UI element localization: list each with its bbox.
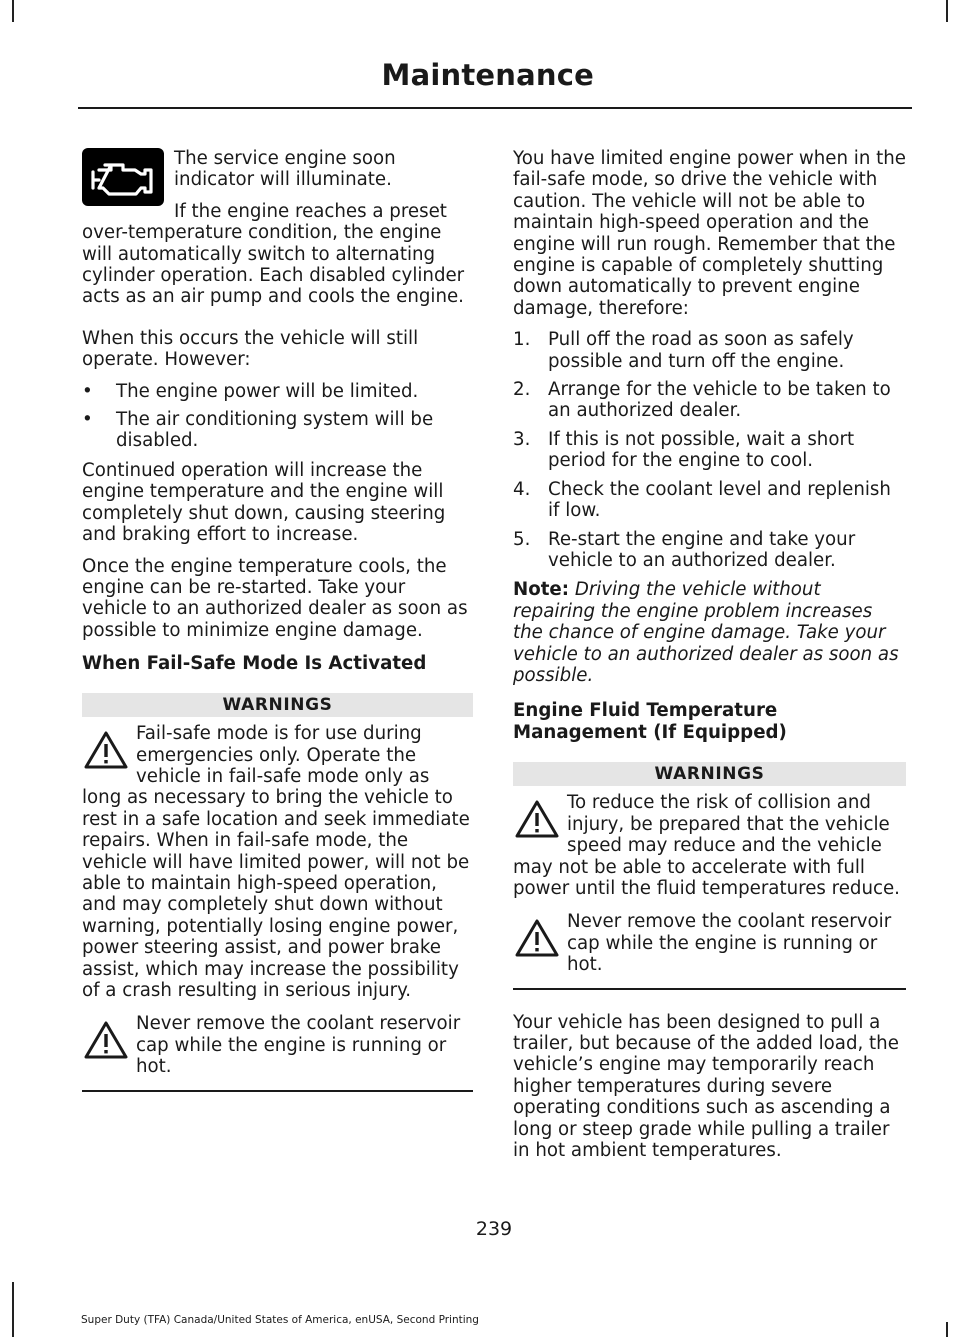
- warning-triangle-icon: [513, 798, 561, 840]
- page-title: Maintenance: [381, 58, 594, 92]
- warning-item: [513, 911, 906, 975]
- bullet-text: The engine power will be limited.: [116, 380, 419, 402]
- left-para-1: When this occurs the vehicle will still operate. However:: [82, 327, 419, 371]
- warning-triangle-icon: [513, 917, 561, 959]
- list-item: [513, 379, 906, 422]
- step-text: Re-start the engine and take your vehicle to an authorized dealer.: [548, 528, 856, 571]
- note: [513, 579, 906, 686]
- steps-list: [513, 329, 906, 571]
- check-engine-icon-glyph: [91, 158, 155, 196]
- list-item: [513, 329, 906, 372]
- warning-item: [82, 723, 473, 1001]
- step-text: Check the coolant level and replenish if low.: [548, 478, 891, 522]
- step-text: Arrange for the vehicle to be taken to an authorized dealer.: [548, 379, 891, 422]
- check-engine-icon: [82, 148, 164, 206]
- right-para-2: Your vehicle has been designed to pull a trailer, but because of the added load, the vehicle’s engine may temporarily reach higher temperatures during severe operating conditions such as ascending a long or steep grade while pulling a trailer in hot ambient temperatures.: [513, 1011, 899, 1162]
- step-number: 3.: [513, 428, 531, 450]
- crop-mark-bottom-right: [946, 1322, 948, 1337]
- crop-mark-top-right: [946, 0, 948, 22]
- list-item: [513, 479, 906, 522]
- page-number: 239: [475, 1218, 513, 1240]
- warning-text: Never remove the coolant reservoir cap while the engine is running or hot.: [136, 1013, 461, 1078]
- left-bullet-list: [82, 381, 473, 452]
- section-heading-fail-safe: When Fail-Safe Mode Is Activated: [82, 653, 427, 675]
- left-para-3: Once the engine temperature cools, the engine can be re-started. Take your vehicle to an authorized dealer as soon as possible to minimize engine damage.: [82, 555, 468, 641]
- crop-mark-bottom-left: [12, 1282, 14, 1337]
- warnings-header: WARNINGS: [513, 762, 906, 786]
- section-heading-line-2: Management (If Equipped): [513, 722, 787, 744]
- left-para-2: Continued operation will increase the engine temperature and the engine will completely shut down, causing steering and braking effort to increase.: [82, 459, 446, 546]
- section-heading-line-1: Engine Fluid Temperature: [513, 700, 778, 722]
- step-number: 2.: [513, 379, 531, 401]
- warning-text: Fail-safe mode is for use during emergencies only. Operate the vehicle in fail-safe mode only as long as necessary to bring the vehicle to rest in a safe location and seek immediate repairs. When in fail-safe mode, the vehicle will have limited power, will not be able to maintain high-speed operation, and may completely shut down without warning, potentially losing engine power, power steering assist, and power brake assist, which may increase the possibility of a crash resulting in serious injury.: [82, 723, 470, 1001]
- left-intro-2: If the engine reaches a preset over-temperature condition, the engine will automatically switch to alternating cylinder operation. Each disabled cylinder acts as an air pump and cools the engine.: [82, 200, 465, 308]
- crop-mark-top-left: [12, 0, 14, 22]
- note-text: Driving the vehicle without repairing the engine problem increases the chance of engine damage. Take your vehicle to an authorized dealer as soon as possible.: [513, 579, 899, 686]
- left-column: [82, 148, 473, 1096]
- step-number: 5.: [513, 528, 531, 550]
- footer-text: Super Duty (TFA) Canada/United States of America, enUSA, Second Printing: [81, 1314, 479, 1326]
- warning-text: To reduce the risk of collision and injury, be prepared that the vehicle speed may reduce and the vehicle may not be able to accelerate with full power until the fluid temperatures reduce.: [513, 792, 900, 899]
- list-item: [513, 529, 906, 572]
- step-text: If this is not possible, wait a short period for the engine to cool.: [548, 428, 855, 472]
- note-label: Note:: [513, 579, 570, 601]
- right-para-1: You have limited engine power when in the fail-safe mode, so drive the vehicle with caution. The vehicle will not be able to maintain high-speed operation and the engine will run rough. Remember that the engine is capable of completely shutting down automatically to prevent engine damage, therefore:: [513, 148, 906, 319]
- section-heading-fluid-temperature: [513, 700, 906, 744]
- step-text: Pull off the road as soon as safely possible and turn off the engine.: [548, 329, 854, 372]
- warning-triangle-icon: [82, 1019, 130, 1061]
- header-rule: [78, 107, 912, 109]
- list-item: [82, 409, 473, 452]
- left-intro-1: The service engine soon indicator will illuminate.: [174, 148, 396, 191]
- right-column: [513, 148, 906, 1171]
- warning-item: [513, 792, 906, 899]
- warnings-box: [82, 693, 473, 1092]
- bullet-text: The air conditioning system will be disabled.: [116, 409, 434, 452]
- bullet-marker: •: [82, 380, 93, 402]
- warnings-box: [513, 762, 906, 989]
- warnings-rule: [513, 988, 906, 990]
- step-number: 1.: [513, 329, 531, 351]
- warnings-header: WARNINGS: [82, 693, 473, 717]
- list-item: [82, 381, 473, 402]
- step-number: 4.: [513, 478, 531, 500]
- warnings-rule: [82, 1090, 473, 1092]
- warning-item: [82, 1013, 473, 1077]
- warning-triangle-icon: [82, 729, 130, 771]
- bullet-marker: •: [82, 409, 93, 431]
- warning-text: Never remove the coolant reservoir cap while the engine is running or hot.: [567, 911, 892, 976]
- list-item: [513, 429, 906, 472]
